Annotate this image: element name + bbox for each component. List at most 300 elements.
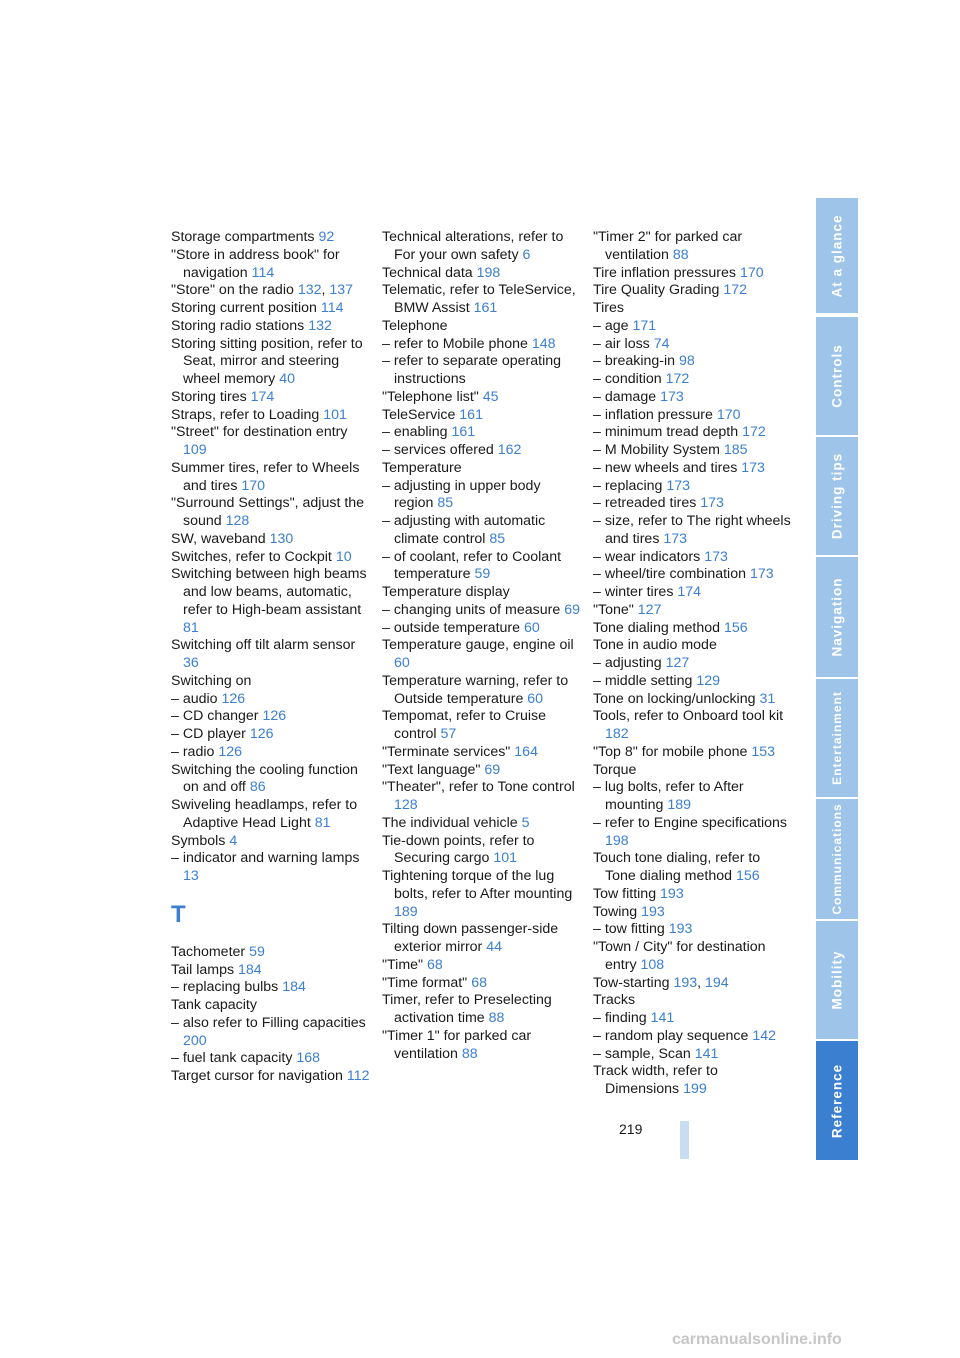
chapter-tab-label: Entertainment — [830, 691, 844, 785]
chapter-tab-label: Controls — [829, 344, 845, 408]
page-link[interactable]: 168 — [296, 1050, 321, 1067]
page-link[interactable]: 141 — [650, 1010, 675, 1026]
page-link[interactable]: 173 — [663, 530, 688, 547]
index-entry-text: – enabling — [382, 424, 448, 441]
index-entry-text: "Timer 1" for parked car ventilation — [382, 1027, 532, 1062]
index-entry-text: Towing — [593, 903, 638, 920]
index-entry-text: Storing tires — [171, 388, 247, 405]
page-link[interactable]: 60 — [523, 619, 540, 636]
page-link[interactable]: 57 — [440, 726, 457, 742]
index-entry-text: Tracks — [593, 992, 636, 1009]
index-entry — [382, 336, 582, 354]
index-entry-text: Torque — [593, 761, 637, 778]
index-entry — [593, 407, 793, 425]
page-link[interactable]: 142 — [752, 1027, 777, 1044]
page-link[interactable]: 189 — [394, 903, 418, 920]
index-entry — [171, 850, 371, 886]
index-entry-text: "Tone" — [593, 601, 634, 618]
page-link[interactable]: 126 — [249, 726, 274, 742]
page-link[interactable]: 40 — [279, 371, 295, 387]
chapter-tab-driving-tips[interactable] — [816, 437, 858, 555]
index-entry — [593, 318, 793, 336]
index-entry — [171, 708, 371, 726]
index-entry — [593, 992, 793, 1010]
chapter-tab-label: Driving tips — [829, 452, 845, 540]
index-entry — [382, 620, 582, 638]
page-link[interactable]: 114 — [251, 264, 275, 281]
page-link[interactable]: 193 — [673, 974, 698, 991]
page-link[interactable]: 193 — [641, 903, 665, 920]
index-entry — [593, 939, 793, 975]
index-entry-text: – random play sequence — [593, 1027, 749, 1044]
index-entry — [171, 495, 371, 531]
index-entry-text: "Store in address book" for navigation — [171, 246, 340, 281]
index-entry — [382, 442, 582, 460]
chapter-tab-reference[interactable] — [816, 1041, 858, 1160]
index-entry-text: The individual vehicle — [382, 814, 518, 831]
page-link[interactable]: 198 — [476, 264, 501, 281]
page-link[interactable]: 6 — [522, 246, 531, 263]
index-entry — [593, 850, 793, 886]
index-entry — [171, 247, 371, 283]
index-entry-text: Temperature warning, refer to Outside temperature — [382, 672, 569, 707]
index-entry — [171, 1015, 371, 1051]
page-link[interactable]: 13 — [183, 868, 199, 884]
page-link[interactable]: 4 — [229, 832, 238, 849]
index-entry — [171, 300, 371, 318]
page-link[interactable]: 69 — [564, 601, 580, 618]
index-entry — [382, 584, 582, 602]
index-entry-text: – lug bolts, refer to After mounting — [593, 779, 744, 813]
index-entry-text: – breaking-in — [593, 353, 676, 370]
index-entry-text: Storing radio stations — [171, 317, 305, 334]
index-entry — [171, 673, 371, 691]
index-entry-text: TeleService — [382, 406, 456, 423]
index-entry-text: – finding — [593, 1010, 647, 1026]
index-entry-text: SW, waveband — [171, 530, 266, 547]
index-entry — [382, 779, 582, 815]
index-entry-text: – also refer to Filling capacities — [171, 1014, 366, 1031]
index-entry — [382, 460, 582, 478]
page-link[interactable]: 173 — [660, 388, 684, 405]
index-entry-text: "Time format" — [382, 974, 468, 991]
page-link[interactable]: 170 — [739, 264, 764, 281]
index-entry — [593, 904, 793, 922]
index-entry-text: – adjusting with automatic climate control — [382, 513, 546, 547]
index-entry-text: – retreaded tires — [593, 495, 697, 512]
index-entry — [593, 584, 793, 602]
chapter-tab-label: At a glance — [829, 213, 845, 298]
index-entry-text: Tow fitting — [593, 885, 657, 902]
page-link[interactable]: 101 — [323, 406, 347, 423]
index-entry — [593, 495, 793, 513]
page-link[interactable]: 126 — [221, 690, 246, 707]
index-entry — [593, 673, 793, 691]
page-link[interactable]: 137 — [329, 282, 354, 299]
page-link[interactable]: 126 — [262, 708, 287, 725]
index-entry-text: – radio — [171, 743, 215, 760]
index-entry-text: "Top 8" for mobile phone — [593, 743, 748, 760]
index-entry — [382, 389, 582, 407]
index-entry — [593, 1028, 793, 1046]
index-entry-text: – audio — [171, 690, 218, 707]
index-entry — [593, 1046, 793, 1064]
page-link[interactable]: 86 — [249, 779, 266, 796]
page-link[interactable]: 101 — [493, 850, 518, 867]
page-link[interactable]: 85 — [489, 530, 506, 547]
index-entry — [382, 602, 582, 620]
index-entry-text: Track width, refer to Dimensions — [593, 1063, 718, 1097]
index-entry-text: – indicator and warning lamps — [171, 850, 360, 867]
page-link[interactable]: 59 — [474, 566, 491, 583]
page-link[interactable]: 31 — [759, 690, 776, 707]
index-entry — [171, 336, 371, 389]
index-entry — [171, 389, 371, 407]
index-entry-text: – minimum tread depth — [593, 424, 739, 441]
index-entry-text: – wear indicators — [593, 548, 701, 565]
page-link[interactable]: 172 — [665, 371, 690, 387]
page-link[interactable]: 162 — [497, 442, 522, 458]
index-entry — [382, 673, 582, 709]
page-link[interactable]: 60 — [527, 690, 544, 707]
page-link[interactable]: 114 — [320, 300, 344, 316]
index-entry-text: Swiveling headlamps, refer to Adaptive Head Light — [171, 797, 358, 831]
page-link[interactable]: 198 — [605, 832, 629, 849]
index-entry — [593, 442, 793, 460]
index-entry — [171, 229, 371, 247]
page-link[interactable]: 10 — [335, 548, 352, 565]
index-entry-text: – size, refer to The right wheels and tires — [593, 513, 791, 547]
index-entry — [171, 997, 371, 1015]
index-entry-text: – changing units of measure — [382, 601, 561, 618]
index-entry-text: – tow fitting — [593, 921, 665, 938]
index-entry — [382, 868, 582, 921]
page-separator: , — [321, 282, 326, 299]
page-link[interactable]: 81 — [183, 619, 199, 636]
chapter-tab-controls[interactable] — [816, 317, 858, 435]
index-entry — [593, 282, 793, 300]
index-entry — [593, 566, 793, 584]
index-entry — [171, 944, 371, 962]
index-entry — [171, 549, 371, 567]
index-entry-text: Telematic, refer to TeleService, BMW Assist — [382, 282, 576, 316]
page-link[interactable]: 98 — [678, 353, 695, 370]
chapter-tab-navigation[interactable] — [816, 557, 858, 677]
index-entry — [171, 460, 371, 496]
index-entry-text: – outside temperature — [382, 619, 521, 636]
index-entry — [382, 637, 582, 673]
index-entry — [593, 460, 793, 478]
page-link[interactable]: 129 — [696, 672, 720, 689]
index-entry-text: "Town / City" for destination entry — [593, 939, 766, 973]
index-entry — [171, 566, 371, 637]
page-link[interactable]: 132 — [308, 317, 332, 334]
index-entry-text: Straps, refer to Loading — [171, 406, 320, 423]
index-entry — [593, 637, 793, 655]
page-link[interactable]: 128 — [225, 513, 250, 529]
index-entry-text: – damage — [593, 388, 657, 405]
page-link[interactable]: 92 — [318, 229, 335, 245]
page-link[interactable]: 153 — [751, 743, 776, 760]
page-link[interactable]: 184 — [282, 979, 306, 996]
page-link[interactable]: 108 — [640, 956, 665, 973]
chapter-tab-entertainment[interactable] — [816, 679, 858, 797]
page-link[interactable]: 128 — [394, 797, 418, 813]
index-entry — [171, 833, 371, 851]
index-entry-text: Tank capacity — [171, 997, 257, 1013]
page-link[interactable]: 170 — [716, 406, 741, 423]
page-link[interactable]: 172 — [742, 424, 766, 441]
index-entry-text: Storage compartments — [171, 229, 315, 245]
page-link[interactable]: 88 — [488, 1010, 505, 1026]
index-entry — [171, 962, 371, 980]
page-link[interactable]: 68 — [427, 956, 443, 973]
index-entry — [171, 744, 371, 762]
index-entry — [593, 762, 793, 780]
page-link[interactable]: 173 — [704, 548, 728, 565]
page-link[interactable]: 112 — [346, 1068, 370, 1084]
index-entry — [382, 229, 582, 265]
index-entry-text: – replacing — [593, 477, 663, 494]
index-entry-text: Tire Quality Grading — [593, 282, 720, 299]
index-entry-text: Telephone — [382, 317, 448, 334]
chapter-tab-at-a-glance[interactable] — [816, 198, 858, 313]
index-entry-text: Tone dialing method — [593, 619, 720, 636]
index-entry — [593, 300, 793, 318]
index-entry-text: Switching the cooling function on and off — [171, 761, 358, 796]
index-entry — [593, 371, 793, 389]
index-entry — [593, 691, 793, 709]
page-link[interactable]: 171 — [632, 317, 657, 334]
page-link[interactable]: 88 — [672, 246, 689, 263]
index-entry-text: – replacing bulbs — [171, 979, 279, 996]
index-entry — [593, 620, 793, 638]
index-entry — [593, 975, 793, 993]
index-entry — [382, 318, 582, 336]
index-entry — [171, 531, 371, 549]
page-link[interactable]: 200 — [183, 1032, 207, 1049]
index-entry — [593, 886, 793, 904]
chapter-tab-mobility[interactable] — [816, 921, 858, 1039]
page-link[interactable]: 5 — [521, 814, 530, 831]
chapter-tab-label: Communications — [830, 803, 844, 915]
index-entry-text: – fuel tank capacity — [171, 1050, 293, 1067]
page-link[interactable]: 161 — [451, 424, 476, 441]
page-link[interactable]: 161 — [473, 300, 498, 316]
index-entry — [171, 1068, 371, 1086]
page-link[interactable]: 44 — [486, 939, 503, 955]
index-entry — [382, 513, 582, 549]
index-entry — [171, 762, 371, 798]
chapter-tab-label: Navigation — [829, 577, 845, 657]
index-entry-text: – sample, Scan — [593, 1045, 691, 1062]
index-entry — [593, 921, 793, 939]
index-entry-text: "Store" on the radio — [171, 282, 294, 299]
page-link[interactable]: 156 — [735, 868, 760, 884]
index-entry — [593, 815, 793, 851]
index-entry — [593, 708, 793, 744]
page-link[interactable]: 127 — [665, 655, 690, 671]
index-entry-text: Tempomat, refer to Cruise control — [382, 708, 547, 742]
index-entry-text: Summer tires, refer to Wheels and tires — [171, 459, 360, 494]
index-entry-text: Switching off tilt alarm sensor — [171, 637, 356, 654]
chapter-tab-label: Mobility — [829, 950, 845, 1010]
index-entry — [593, 229, 793, 265]
index-entry-text: – of coolant, refer to Coolant temperature — [382, 548, 562, 583]
index-entry-text: – adjusting — [593, 655, 662, 671]
page-link[interactable]: 185 — [723, 442, 748, 458]
index-entry-text: "Timer 2" for parked car ventilation — [593, 229, 743, 263]
index-entry-text: Tilting down passenger-side exterior mirror — [382, 921, 559, 955]
page-link[interactable]: 173 — [700, 495, 724, 512]
index-entry — [593, 353, 793, 371]
watermark: carmanualsonline.info — [672, 1331, 842, 1348]
index-column-3 — [593, 229, 793, 1099]
page-number: 219 — [619, 1121, 643, 1137]
page-link[interactable]: 182 — [605, 726, 629, 742]
page-link[interactable]: 81 — [314, 814, 331, 831]
index-entry — [171, 1050, 371, 1068]
index-entry-text: Switching between high beams and low beams, automatic, refer to High-beam assistant — [171, 566, 367, 618]
index-entry-text: Switching on — [171, 672, 252, 689]
index-entry-text: – wheel/tire combination — [593, 566, 746, 583]
index-entry-text: Temperature gauge, engine oil — [382, 637, 574, 654]
page-link[interactable]: 199 — [683, 1081, 707, 1097]
index-entry-text: "Street" for destination entry — [171, 424, 348, 441]
page-link[interactable]: 74 — [653, 335, 670, 352]
page-link[interactable]: 172 — [723, 282, 748, 299]
index-entry-text: Storing current position — [171, 300, 317, 316]
index-entry — [382, 815, 582, 833]
page-link[interactable]: 194 — [705, 974, 729, 991]
index-entry — [171, 407, 371, 425]
page-link[interactable]: 174 — [677, 584, 702, 600]
page-link[interactable]: 36 — [183, 655, 199, 671]
index-entry-text: – air loss — [593, 335, 650, 352]
index-entry — [382, 975, 582, 993]
index-entry — [593, 424, 793, 442]
page-link[interactable]: 184 — [238, 961, 262, 978]
chapter-tab-communications[interactable] — [816, 799, 858, 919]
page-link[interactable]: 164 — [514, 743, 538, 760]
page-link[interactable]: 174 — [250, 388, 275, 405]
index-entry-text: "Surround Settings", adjust the sound — [171, 495, 365, 529]
page-link[interactable]: 193 — [668, 921, 693, 938]
page-link[interactable]: 126 — [218, 743, 243, 760]
index-entry-text: Timer, refer to Preselecting activation time — [382, 992, 552, 1026]
index-column-1 — [171, 229, 371, 1086]
index-entry — [593, 478, 793, 496]
index-entry — [382, 1028, 582, 1064]
index-entry — [593, 513, 793, 549]
index-entry-text: – M Mobility System — [593, 442, 720, 458]
index-entry-text: Technical data — [382, 264, 473, 281]
index-entry — [382, 708, 582, 744]
page-link[interactable]: 68 — [471, 974, 487, 991]
index-entry-text: Tightening torque of the lug bolts, refer to After mounting — [382, 868, 573, 902]
index-entry-text: "Telephone list" — [382, 388, 479, 405]
index-entry — [382, 424, 582, 442]
page-link[interactable]: 161 — [459, 406, 483, 423]
page-link[interactable]: 69 — [484, 761, 501, 778]
page-link[interactable]: 189 — [667, 797, 691, 813]
page-link[interactable]: 109 — [183, 442, 207, 458]
chapter-tab-label: Reference — [829, 1063, 845, 1138]
page-number-bar — [680, 1121, 689, 1159]
index-entry — [593, 1010, 793, 1028]
page-link[interactable]: 127 — [637, 601, 662, 618]
index-entry — [382, 762, 582, 780]
index-entry-text: "Theater", refer to Tone control — [382, 779, 575, 796]
index-entry — [593, 549, 793, 567]
page-link[interactable]: 193 — [660, 885, 684, 902]
page-link[interactable]: 148 — [531, 335, 556, 352]
index-entry-text: Tires — [593, 300, 625, 316]
index-entry-text: Technical alterations, refer to For your own safety — [382, 229, 564, 263]
index-entry-text: Storing sitting position, refer to Seat, mirror and steering wheel memory — [171, 335, 363, 387]
index-entry — [382, 992, 582, 1028]
index-entry-text: Temperature display — [382, 584, 510, 600]
index-entry-text: "Text language" — [382, 761, 481, 778]
index-entry-text: – age — [593, 317, 629, 334]
page-link[interactable]: 59 — [249, 943, 265, 960]
index-entry — [593, 655, 793, 673]
index-entry-text: Tow-starting — [593, 974, 670, 991]
index-entry-text: Tone on locking/unlocking — [593, 690, 756, 707]
index-column-2 — [382, 229, 582, 1063]
index-entry-text: Target cursor for navigation — [171, 1068, 343, 1084]
index-entry — [171, 282, 371, 300]
page-link[interactable]: 130 — [269, 530, 294, 547]
index-entry — [593, 336, 793, 354]
index-entry — [382, 549, 582, 585]
index-entry-text: Touch tone dialing, refer to Tone dialing method — [593, 850, 761, 884]
index-entry-text: Symbols — [171, 832, 226, 849]
index-entry-text: – CD changer — [171, 708, 259, 725]
page-link[interactable]: 173 — [741, 459, 765, 476]
index-entry-text: – inflation pressure — [593, 406, 713, 423]
page-link[interactable]: 173 — [749, 566, 774, 583]
page-link[interactable]: 60 — [394, 655, 410, 671]
page-separator: , — [697, 974, 702, 991]
index-entry — [593, 779, 793, 815]
index-entry-text: – adjusting in upper body region — [382, 477, 541, 512]
index-entry-text: "Terminate services" — [382, 743, 511, 760]
index-entry — [382, 833, 582, 869]
page-link[interactable]: 132 — [297, 282, 322, 299]
page-link[interactable]: 45 — [482, 388, 499, 405]
index-entry-text: "Time" — [382, 956, 424, 973]
index-entry-text: – middle setting — [593, 672, 693, 689]
index-entry-text: – condition — [593, 371, 662, 387]
index-entry-text: Tail lamps — [171, 961, 235, 978]
page-link[interactable]: 85 — [437, 495, 454, 512]
index-entry-text: – refer to separate operating instructions — [382, 353, 562, 387]
index-entry — [171, 691, 371, 709]
page-link[interactable]: 88 — [461, 1045, 478, 1062]
page-link[interactable]: 141 — [694, 1045, 719, 1062]
page-link[interactable]: 173 — [666, 477, 691, 494]
page-link[interactable]: 156 — [723, 619, 748, 636]
index-entry-text: Switches, refer to Cockpit — [171, 548, 332, 565]
index-entry — [382, 921, 582, 957]
chapter-tabs — [816, 198, 858, 1160]
index-entry-text: – refer to Engine specifications — [593, 814, 788, 831]
index-entry-text: – services offered — [382, 442, 494, 458]
index-entry-text: Tone in audio mode — [593, 637, 717, 654]
index-entry — [382, 353, 582, 389]
page-link[interactable]: 170 — [241, 477, 266, 494]
